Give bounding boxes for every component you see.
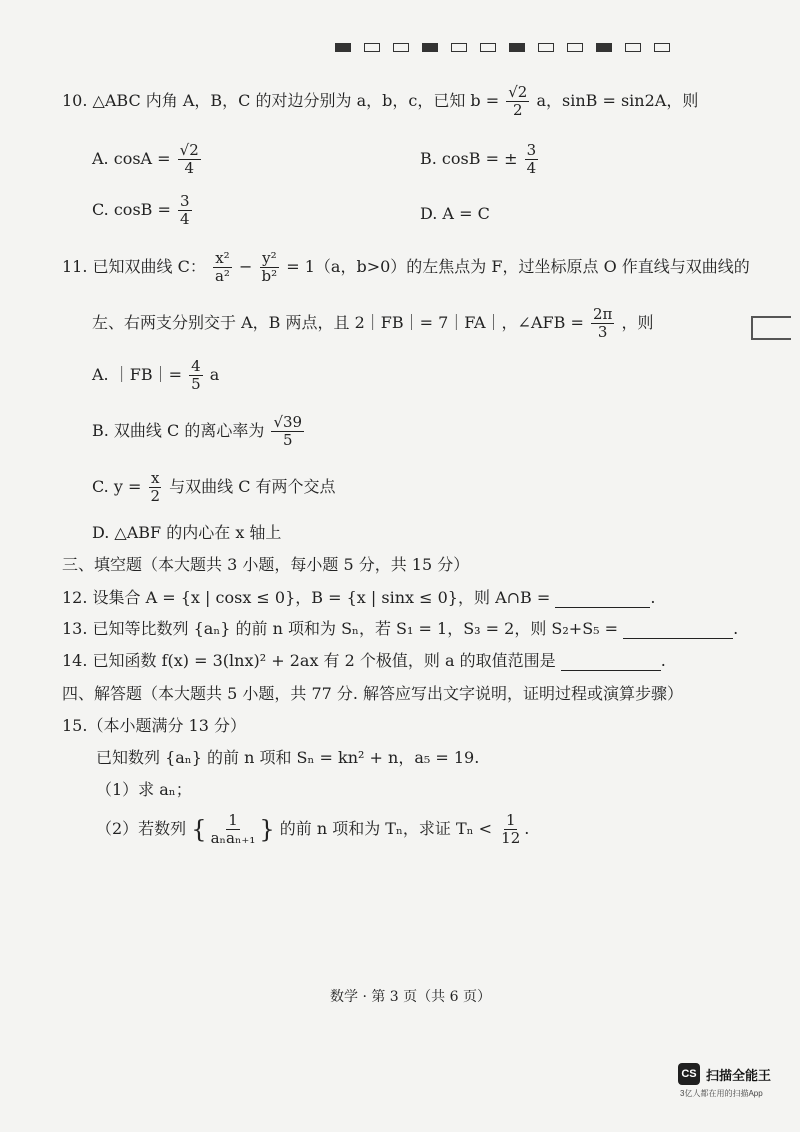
mark-empty [393, 43, 409, 52]
q15-given: 已知数列 {aₙ} 的前 n 项和 Sₙ = kn² + n，a₅ = 19. [96, 748, 480, 767]
mark-empty [538, 43, 554, 52]
q11-option-d[interactable]: D. △ABF 的内心在 x 轴上 [92, 523, 282, 542]
q10-option-a[interactable]: A. cosA = $\frac{√2}{4}$ [92, 141, 199, 177]
q11-stem: 11. 已知双曲线 C： $\frac{\text{x²}}{\text{a²}}$ − $\frac{\text{y²}}{\text{b²}}$ = 1（a，b>0）的左焦点为 F，过坐标原点 O 作直线与双曲线的 [62, 249, 750, 285]
q14: 14. 已知函数 f(x) = 3(lnx)² + 2ax 有 2 个极值，则 a 的取值范围是 . [62, 651, 666, 670]
mark-filled [509, 43, 525, 52]
mark-filled [596, 43, 612, 52]
registration-marks [335, 43, 670, 52]
binding-margin-box [751, 316, 791, 340]
mark-empty [567, 43, 583, 52]
left-brace: { [191, 815, 207, 844]
q12-answer-blank[interactable] [555, 591, 650, 608]
scanner-watermark [678, 1063, 771, 1085]
mark-filled [335, 43, 351, 52]
mark-empty [451, 43, 467, 52]
q10-stem-text: 10. △ABC 内角 A，B，C 的对边分别为 a，b，c，已知 b = [62, 91, 500, 110]
page-footer: 数学 · 第 3 页（共 6 页） [330, 989, 491, 1005]
q10-option-d[interactable]: D. A = C [420, 204, 490, 223]
q13-answer-blank[interactable] [623, 622, 733, 639]
section-fill-in-heading: 三、填空题（本大题共 3 小题，每小题 5 分，共 15 分） [62, 555, 470, 574]
q11-option-b[interactable]: B. 双曲线 C 的离心率为 $\frac{√39}{5}$ [92, 413, 303, 449]
mark-filled [422, 43, 438, 52]
mark-empty [364, 43, 380, 52]
q13: 13. 已知等比数列 {aₙ} 的前 n 项和为 Sₙ，若 S₁ = 1，S₃ = 2，则 S₂+S₅ = . [62, 619, 739, 638]
mark-empty [480, 43, 496, 52]
q14-answer-blank[interactable] [561, 654, 661, 671]
q10-stem [62, 84, 698, 119]
q10-option-c[interactable]: C. cosB = $\frac{3}{4}$ [92, 192, 190, 228]
q15-part1: （1）求 aₙ； [96, 780, 192, 799]
q11-option-a[interactable]: A. ｜FB｜= $\frac{4}{5}$ a [92, 357, 220, 393]
section-solution-heading: 四、解答题（本大题共 5 小题，共 77 分. 解答应写出文字说明，证明过程或演算步骤） [62, 684, 684, 703]
scanner-tagline: 3亿人都在用的扫描App [680, 1089, 763, 1098]
camscanner-logo-icon: CS [678, 1063, 700, 1085]
q10-stem-tail: a，sinB = sin2A，则 [536, 91, 699, 110]
q10-option-b[interactable]: B. cosB = ± $\frac{3}{4}$ [420, 141, 537, 177]
mark-empty [625, 43, 641, 52]
q15-part2: （2）若数列 { $\frac{1}{\text{aₙaₙ₊₁}}$ } 的前 n 项和为 Tₙ，求证 Tₙ < $\frac{1}{12}$ . [96, 811, 530, 847]
q15-header: 15.（本小题满分 13 分） [62, 716, 246, 735]
mark-empty [654, 43, 670, 52]
scanner-name: 扫描全能王 [706, 1067, 772, 1083]
q11-option-c[interactable]: C. y = $\frac{x}{2}$ 与双曲线 C 有两个交点 [92, 469, 336, 505]
q11-stem-line2: 左、右两支分别交于 A，B 两点，且 2｜FB｜= 7｜FA｜，∠AFB = $\frac{2\pi}{3}$ ，则 [92, 305, 654, 341]
right-brace: } [259, 815, 275, 844]
q12: 12. 设集合 A = {x | cosx ≤ 0}，B = {x | sinx ≤ 0}，则 A∩B = . [62, 588, 656, 607]
q10-fraction: $\frac{√2}{2}$ [508, 83, 528, 119]
